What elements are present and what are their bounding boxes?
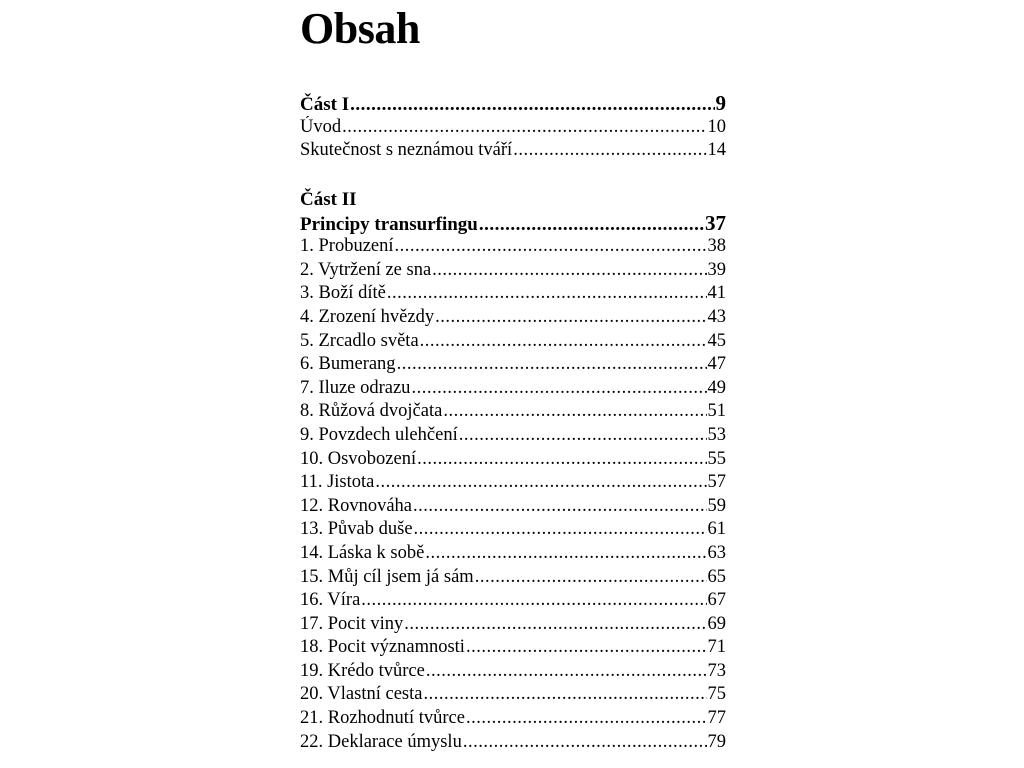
toc-entry-page: 43 (707, 306, 726, 327)
toc-leader (404, 613, 706, 637)
toc-entry-label: 2. Vytržení ze sna (300, 259, 432, 280)
toc-leader (459, 424, 707, 448)
toc-entry (300, 613, 726, 637)
toc-entry-label: 19. Krédo tvůrce (300, 660, 425, 681)
toc-heading-part-1 (300, 92, 726, 116)
toc-entry (300, 566, 726, 590)
toc-entry-page: 57 (707, 472, 726, 493)
toc-entry-page: 51 (707, 401, 726, 422)
toc-entry-label: Úvod (300, 116, 342, 137)
toc-entry-label: 18. Pocit významnosti (300, 637, 465, 658)
toc-entry (300, 471, 726, 495)
toc-entry-page: 63 (707, 542, 726, 563)
toc-entry (300, 400, 726, 424)
toc-entry (300, 377, 726, 401)
toc-leader (432, 259, 706, 283)
toc-entry-label: 10. Osvobození (300, 448, 417, 469)
toc-entry-page: 49 (707, 377, 726, 398)
toc-heading-page: 37 (705, 211, 726, 235)
toc-leader (443, 400, 706, 424)
toc-entry-page: 39 (707, 259, 726, 280)
toc-entry (300, 235, 726, 259)
toc-leader (463, 731, 707, 755)
toc-entry (300, 353, 726, 377)
toc-leader (513, 139, 706, 163)
toc-entry-page: 77 (707, 708, 726, 729)
toc-entry-page: 38 (707, 236, 726, 257)
toc-leader (420, 330, 707, 354)
toc-entry-page: 14 (707, 140, 726, 161)
toc-entry-page: 69 (707, 613, 726, 634)
toc-entry-page: 73 (707, 660, 726, 681)
toc-entry-label: 13. Půvab duše (300, 519, 413, 540)
toc-leader (426, 660, 707, 684)
toc-entry-label: 1. Probuzení (300, 236, 394, 257)
toc-entry-label: 12. Rovnováha (300, 495, 413, 516)
toc-entry-label: 4. Zrození hvězdy (300, 306, 435, 327)
toc-leader (479, 213, 704, 236)
toc-entry (300, 424, 726, 448)
toc-entry (300, 731, 726, 755)
toc-leader (350, 93, 714, 116)
toc-entry-label: 3. Boží dítě (300, 283, 386, 304)
toc-leader (423, 683, 706, 707)
toc-leader (425, 542, 706, 566)
toc-entry (300, 495, 726, 519)
toc-entry-label: 9. Povzdech ulehčení (300, 424, 458, 445)
toc-entry-label: 11. Jistota (300, 472, 375, 493)
toc-entry (300, 330, 726, 354)
toc-entry-label: Skutečnost s neznámou tváří (300, 140, 513, 161)
toc-leader (413, 495, 706, 519)
toc-entry (300, 139, 726, 163)
toc-heading-page: 9 (715, 92, 726, 115)
toc-leader (466, 636, 707, 660)
toc-leader (361, 589, 706, 613)
toc-leader (375, 471, 706, 495)
toc-entry (300, 707, 726, 731)
toc-entry (300, 542, 726, 566)
toc-entry-label: 5. Zrcadlo světa (300, 330, 419, 351)
toc-entry-label: 22. Deklarace úmyslu (300, 731, 462, 752)
toc-entry-label: 14. Láska k sobě (300, 542, 425, 563)
toc-entry (300, 282, 726, 306)
toc-entry-page: 61 (707, 519, 726, 540)
toc-entry-page: 47 (707, 354, 726, 375)
toc-entry-page: 45 (707, 330, 726, 351)
toc-entry-label: 8. Růžová dvojčata (300, 401, 443, 422)
toc-entry-label: 15. Můj cíl jsem já sám (300, 566, 474, 587)
toc-entry-page: 79 (707, 731, 726, 752)
toc-entry-page: 41 (707, 283, 726, 304)
toc-entry-label: 20. Vlastní cesta (300, 684, 423, 705)
page-title: Obsah (300, 4, 420, 53)
toc-entry-page: 53 (707, 424, 726, 445)
toc-entry-list (300, 235, 726, 754)
toc-leader (435, 306, 706, 330)
toc-entry-page: 67 (707, 590, 726, 611)
toc-entry-page: 10 (707, 116, 726, 137)
toc-entry (300, 683, 726, 707)
toc-entry (300, 636, 726, 660)
toc-entry-label: 17. Pocit viny (300, 613, 404, 634)
toc-leader (397, 353, 707, 377)
toc-entry-label: 7. Iluze odrazu (300, 377, 411, 398)
toc-entry-page: 55 (707, 448, 726, 469)
toc-entry (300, 116, 726, 140)
toc-leader (387, 282, 707, 306)
toc-entry-page: 75 (707, 684, 726, 705)
toc-entry (300, 448, 726, 472)
toc-entry-label: 21. Rozhodnutí tvůrce (300, 708, 465, 729)
toc-leader (475, 566, 707, 590)
toc-entry-label: 6. Bumerang (300, 354, 396, 375)
toc-entry (300, 306, 726, 330)
toc-heading-label: Principy transurfingu (300, 213, 478, 235)
toc-section-part-2 (300, 188, 726, 754)
toc-entry (300, 518, 726, 542)
toc-entry-label: 16. Víra (300, 590, 361, 611)
toc-leader (466, 707, 707, 731)
toc-entry-page: 65 (707, 566, 726, 587)
toc-heading-label: Část I (300, 94, 350, 115)
toc-section-part-1 (300, 92, 726, 163)
toc-entry (300, 259, 726, 283)
toc-entry (300, 589, 726, 613)
toc-entry (300, 660, 726, 684)
toc-entry-page: 59 (707, 495, 726, 516)
toc-entry-page: 71 (707, 637, 726, 658)
toc-leader (414, 518, 707, 542)
toc-leader (342, 116, 706, 140)
toc-part-label: Část II (300, 189, 357, 210)
toc-leader (395, 235, 707, 259)
toc-heading-part-2 (300, 212, 726, 236)
toc-leader (417, 448, 706, 472)
toc-leader (411, 377, 706, 401)
